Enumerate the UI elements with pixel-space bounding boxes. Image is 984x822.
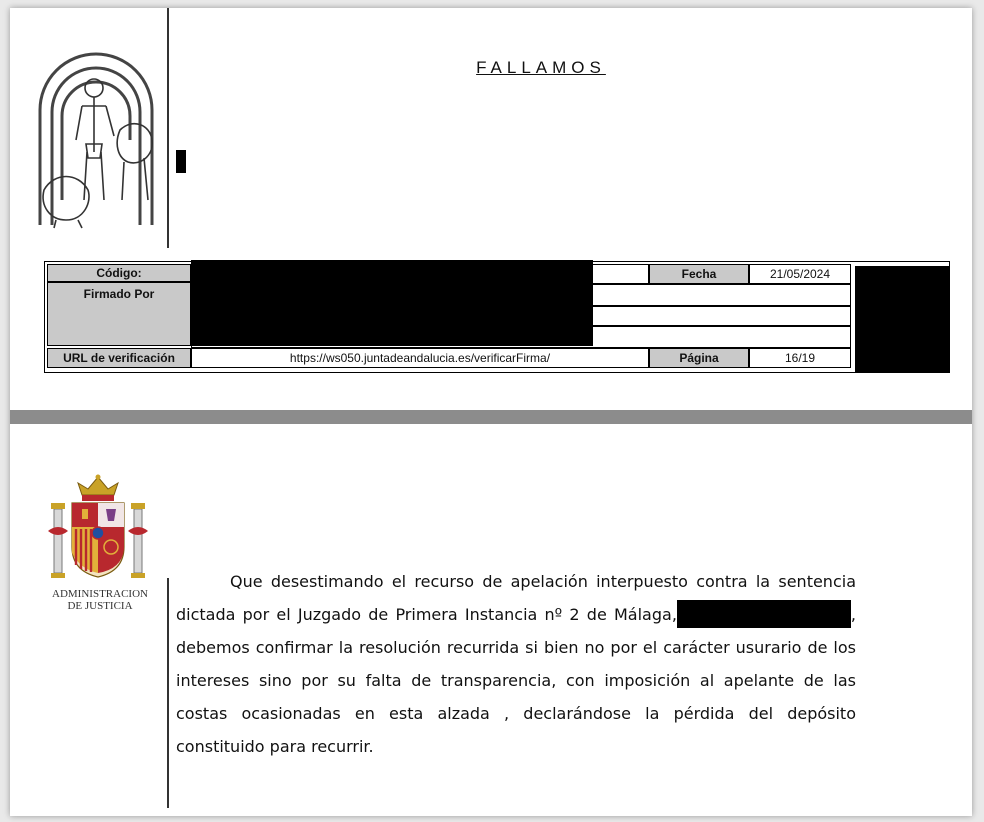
firmado-label: Firmado Por	[47, 282, 191, 346]
redaction-mark	[176, 150, 186, 173]
coat-of-arms-icon	[44, 473, 152, 583]
redacted-party-name	[677, 600, 851, 628]
signature-table	[44, 261, 950, 373]
url-value: https://ws050.juntadeandalucia.es/verificarFirma/	[191, 348, 649, 368]
ruling-text-part-2: , debemos confirmar la resolución recurrida si bien no por el carácter usurario de los intereses sino por su falta de transparencia, con imposición al apelante de las costas ocasionadas en esta alzada , declarándose la pérdida del depósito constituido para recurrir.	[176, 605, 856, 756]
pagina-label: Página	[649, 348, 749, 368]
admin-line-2: DE JUSTICIA	[67, 600, 133, 612]
page-separator	[10, 410, 972, 424]
url-label: URL de verificación	[47, 348, 191, 368]
pagina-value: 16/19	[749, 348, 851, 368]
redacted-qr-code	[855, 266, 949, 372]
administracion-de-justicia-label	[30, 588, 170, 612]
page-heading: FALLAMOS	[476, 58, 606, 77]
ruling-paragraph	[176, 565, 856, 763]
fecha-value: 21/05/2024	[749, 264, 851, 284]
fecha-label: Fecha	[649, 264, 749, 284]
margin-rule-bottom	[167, 578, 169, 808]
redacted-signer-block	[191, 260, 593, 346]
margin-rule	[167, 8, 169, 248]
admin-line-1: ADMINISTRACION	[52, 588, 148, 600]
codigo-label: Código:	[47, 264, 191, 282]
document-page	[10, 8, 972, 816]
ruling-text-part-1: Que desestimando el recurso de apelación interpuesto contra la sentencia dictada por el Juzgado de Primera Instancia nº 2 de Málaga,	[176, 572, 856, 624]
